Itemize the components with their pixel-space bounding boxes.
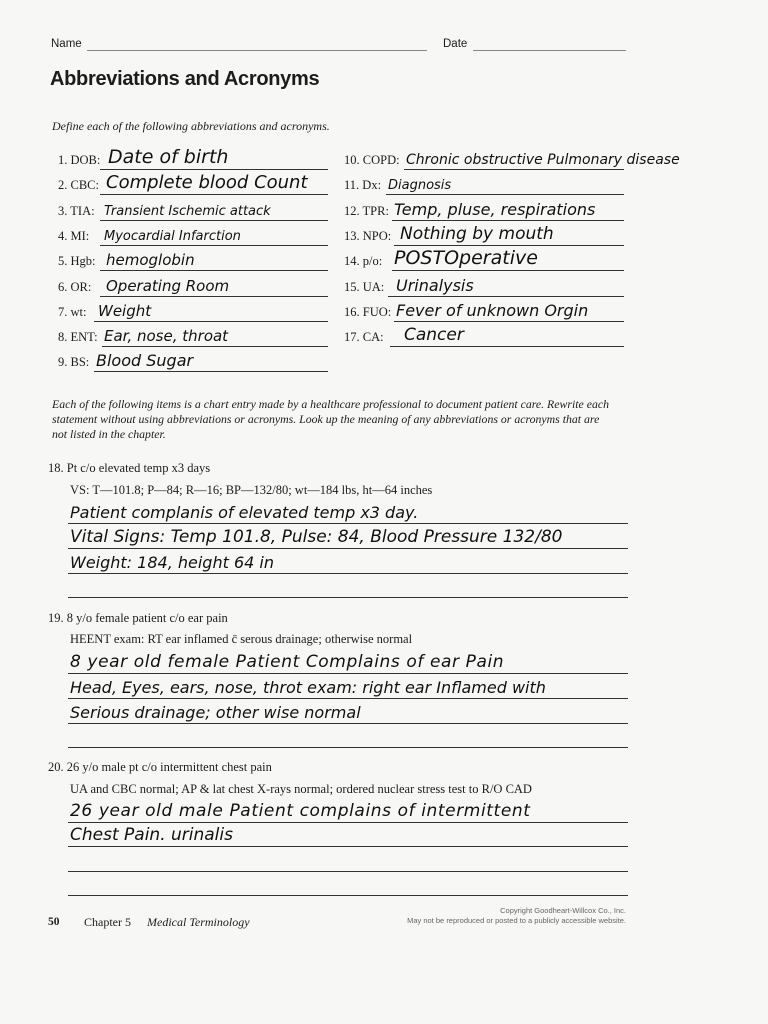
abbr-label: 7. wt: bbox=[58, 305, 87, 319]
answer-line bbox=[392, 220, 624, 221]
handwritten-answer: POSTOperative bbox=[394, 247, 538, 269]
item-18-answer-line-1[interactable] bbox=[68, 500, 628, 524]
abbr-label: 6. OR: bbox=[58, 280, 92, 294]
abbr-label: 17. CA: bbox=[344, 330, 384, 344]
answer-line bbox=[100, 245, 328, 246]
handwritten-answer: Urinalysis bbox=[396, 276, 474, 295]
answer-line bbox=[100, 220, 328, 221]
answer-line bbox=[102, 346, 328, 347]
handwritten-answer: Operating Room bbox=[106, 277, 230, 295]
item-20-answer-line-1[interactable] bbox=[68, 799, 628, 823]
handwritten-answer: Date of birth bbox=[108, 146, 229, 168]
answer-line bbox=[386, 194, 624, 195]
handwritten-answer: 8 year old female Patient Complains of ear Pain bbox=[70, 652, 505, 672]
abbr-label: 15. UA: bbox=[344, 280, 385, 294]
abbr-entry-cbc[interactable] bbox=[58, 173, 328, 195]
handwritten-answer: Head, Eyes, ears, nose, throt exam: right ear Inflamed with bbox=[70, 678, 546, 697]
answer-line bbox=[68, 698, 628, 699]
item-20-detail: UA and CBC normal; AP & lat chest X-rays normal; ordered nuclear stress test to R/O CAD bbox=[70, 782, 532, 796]
abbr-label: 1. DOB: bbox=[58, 153, 101, 167]
item-18-answer-line-3[interactable] bbox=[68, 550, 628, 574]
answer-line bbox=[94, 321, 328, 322]
answer-line bbox=[68, 846, 628, 847]
answer-line bbox=[68, 597, 628, 598]
abbr-label: 12. TPR: bbox=[344, 204, 389, 218]
handwritten-answer: Weight: 184, height 64 in bbox=[70, 553, 274, 572]
item-20-answer-line-3[interactable] bbox=[68, 848, 628, 872]
answer-line bbox=[392, 270, 624, 271]
item-19-detail: HEENT exam: RT ear inflamed c̄ serous drainage; otherwise normal bbox=[70, 632, 413, 646]
instructions: Define each of the following abbreviations and acronyms. bbox=[52, 119, 330, 133]
answer-line bbox=[94, 371, 328, 372]
chapter-title: Medical Terminology bbox=[147, 915, 250, 929]
abbr-label: 11. Dx: bbox=[344, 178, 382, 192]
item-18-answer-line-4[interactable] bbox=[68, 574, 628, 598]
name-field[interactable] bbox=[51, 38, 427, 54]
section2-instructions: Each of the following items is a chart entry made by a healthcare professional to document patient care. Rewrite each statement without using abbreviations or acronyms. Look up the meaning of any abbreviations or acronyms that are not listed in the chapter. bbox=[52, 397, 609, 441]
handwritten-answer: Ear, nose, throat bbox=[104, 327, 229, 345]
handwritten-answer: Cancer bbox=[404, 325, 464, 345]
abbr-entry-dx[interactable] bbox=[344, 173, 624, 195]
abbr-label: 5. Hgb: bbox=[58, 254, 96, 268]
item-18-prompt: 18. Pt c/o elevated temp x3 days bbox=[48, 461, 211, 475]
abbr-entry-tpr[interactable] bbox=[344, 199, 624, 221]
abbr-label: 2. CBC: bbox=[58, 178, 99, 192]
answer-line bbox=[404, 169, 624, 170]
abbr-entry-fuo[interactable] bbox=[344, 300, 624, 322]
page-number: 50 bbox=[48, 916, 60, 928]
answer-line bbox=[100, 270, 328, 271]
page-title: Abbreviations and Acronyms bbox=[50, 68, 320, 90]
abbr-entry-dob[interactable] bbox=[58, 148, 328, 170]
item-19-answer-line-1[interactable] bbox=[68, 650, 628, 674]
answer-line bbox=[68, 673, 628, 674]
abbr-label: 14. p/o: bbox=[344, 254, 383, 268]
answer-line bbox=[100, 169, 328, 170]
answer-line bbox=[100, 296, 328, 297]
item-19-answer-line-3[interactable] bbox=[68, 700, 628, 724]
answer-line bbox=[68, 895, 628, 896]
abbr-entry-mi[interactable] bbox=[58, 224, 328, 246]
handwritten-answer: Patient complanis of elevated temp x3 day. bbox=[70, 503, 419, 522]
name-label: Name bbox=[51, 38, 82, 50]
answer-line bbox=[394, 245, 624, 246]
handwritten-answer: Weight bbox=[98, 302, 152, 320]
abbr-entry-npo[interactable] bbox=[344, 224, 624, 246]
handwritten-answer: Serious drainage; other wise normal bbox=[70, 703, 361, 722]
abbr-entry-ent[interactable] bbox=[58, 325, 328, 347]
name-line bbox=[87, 50, 427, 51]
abbr-label: 4. MI: bbox=[58, 229, 90, 243]
copyright-line-1: Copyright Goodheart-Willcox Co., Inc. bbox=[500, 906, 626, 915]
item-18-detail: VS: T—101.8; P—84; R—16; BP—132/80; wt—184 lbs, ht—64 inches bbox=[70, 483, 433, 497]
answer-line bbox=[394, 321, 624, 322]
copyright-line-2: May not be reproduced or posted to a publicly accessible website. bbox=[407, 916, 626, 925]
item-19-answer-line-2[interactable] bbox=[68, 675, 628, 699]
answer-line bbox=[68, 747, 628, 748]
handwritten-answer: Nothing by mouth bbox=[400, 224, 554, 244]
handwritten-answer: 26 year old male Patient complains of intermittent bbox=[70, 801, 531, 821]
abbr-entry-ua[interactable] bbox=[344, 275, 624, 297]
item-20-prompt: 20. 26 y/o male pt c/o intermittent chest pain bbox=[48, 760, 272, 774]
handwritten-answer: Blood Sugar bbox=[96, 351, 194, 370]
handwritten-answer: Chest Pain. urinalis bbox=[70, 825, 233, 845]
date-label: Date bbox=[443, 38, 468, 50]
abbr-entry-bs[interactable] bbox=[58, 350, 328, 372]
abbr-label: 16. FUO: bbox=[344, 305, 392, 319]
abbr-label: 8. ENT: bbox=[58, 330, 98, 344]
item-19-answer-line-4[interactable] bbox=[68, 724, 628, 748]
abbr-entry-hgb[interactable] bbox=[58, 249, 328, 271]
abbr-entry-copd[interactable] bbox=[344, 148, 680, 170]
handwritten-answer: Diagnosis bbox=[388, 178, 452, 193]
handwritten-answer: Transient Ischemic attack bbox=[104, 204, 271, 219]
abbr-label: 9. BS: bbox=[58, 355, 90, 369]
item-18-answer-line-2[interactable] bbox=[68, 525, 628, 549]
handwritten-answer: hemoglobin bbox=[106, 251, 195, 269]
answer-line bbox=[68, 548, 628, 549]
answer-line bbox=[388, 296, 624, 297]
handwritten-answer: Complete blood Count bbox=[106, 172, 308, 193]
date-field[interactable] bbox=[443, 38, 626, 54]
abbr-entry-or[interactable] bbox=[58, 275, 328, 297]
chapter-label: Chapter 5 bbox=[84, 915, 131, 929]
answer-line bbox=[100, 194, 328, 195]
handwritten-answer: Myocardial Infarction bbox=[104, 229, 241, 244]
handwritten-answer: Temp, pluse, respirations bbox=[394, 200, 596, 219]
answer-line bbox=[68, 523, 628, 524]
abbr-entry-ca[interactable] bbox=[344, 325, 624, 347]
date-line bbox=[473, 50, 626, 51]
abbr-label: 10. COPD: bbox=[344, 153, 400, 167]
abbr-label: 13. NPO: bbox=[344, 229, 392, 243]
item-20-answer-line-4[interactable] bbox=[68, 872, 628, 896]
abbr-entry-wt[interactable] bbox=[58, 300, 328, 322]
item-19-prompt: 19. 8 y/o female patient c/o ear pain bbox=[48, 611, 228, 625]
handwritten-answer: Fever of unknown Orgin bbox=[396, 301, 589, 320]
abbr-entry-po[interactable] bbox=[344, 249, 624, 271]
handwritten-answer: Chronic obstructive Pulmonary disease bbox=[406, 152, 680, 168]
item-20-answer-line-2[interactable] bbox=[68, 823, 628, 847]
handwritten-answer: Vital Signs: Temp 101.8, Pulse: 84, Blood Pressure 132/80 bbox=[70, 527, 563, 547]
abbr-entry-tia[interactable] bbox=[58, 199, 328, 221]
abbr-label: 3. TIA: bbox=[58, 204, 95, 218]
answer-line bbox=[390, 346, 624, 347]
